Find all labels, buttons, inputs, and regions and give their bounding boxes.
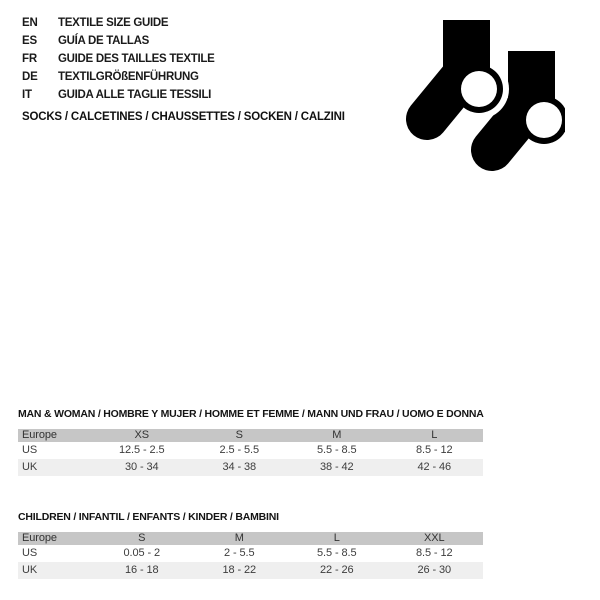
size-cell: 5.5 - 8.5: [317, 444, 357, 456]
column-header: M: [234, 532, 244, 544]
socks-icon: [405, 12, 565, 177]
size-cell: 30 - 34: [124, 461, 159, 473]
row-label: US: [22, 547, 38, 559]
language-row: [22, 32, 215, 50]
language-label: GUÍA DE TALLAS: [58, 35, 149, 47]
language-row: [22, 14, 215, 32]
size-cell: 2.5 - 5.5: [219, 444, 259, 456]
language-label: GUIDE DES TAILLES TEXTILE: [58, 53, 215, 65]
language-code: DE: [22, 71, 38, 83]
column-header: Europe: [22, 429, 57, 441]
table-title: CHILDREN / INFANTIL / ENFANTS / KINDER / BAMBINI: [18, 511, 279, 523]
column-header: S: [235, 429, 243, 441]
size-cell: 26 - 30: [417, 564, 452, 576]
language-row: [22, 86, 215, 104]
size-cell: 38 - 42: [319, 461, 354, 473]
size-cell: 8.5 - 12: [415, 444, 453, 456]
column-header: L: [333, 532, 340, 544]
column-header: L: [431, 429, 438, 441]
language-row: [22, 68, 215, 86]
language-label: TEXTILGRÖßENFÜHRUNG: [58, 71, 199, 83]
column-header: Europe: [22, 532, 57, 544]
table-title: MAN & WOMAN / HOMBRE Y MUJER / HOMME ET FEMME / MANN UND FRAU / UOMO E DONNA: [18, 408, 484, 420]
size-table-children: [18, 511, 483, 579]
column-header: XS: [134, 429, 149, 441]
table-row: [18, 442, 483, 459]
size-cell: 8.5 - 12: [415, 547, 453, 559]
column-header: XXL: [424, 532, 445, 544]
language-label: TEXTILE SIZE GUIDE: [58, 17, 169, 29]
table-header-row: [18, 532, 483, 545]
category-title: SOCKS / CALCETINES / CHAUSSETTES / SOCKEN / CALZINI: [22, 111, 345, 123]
size-cell: 2 - 5.5: [224, 547, 255, 559]
language-label: GUIDA ALLE TAGLIE TESSILI: [58, 89, 212, 101]
language-code: FR: [22, 53, 37, 65]
language-row: [22, 50, 215, 68]
table-header-row: [18, 429, 483, 442]
column-header: M: [332, 429, 342, 441]
language-list: [22, 14, 215, 104]
size-cell: 5.5 - 8.5: [317, 547, 357, 559]
row-label: UK: [22, 461, 38, 473]
table-row: [18, 459, 483, 476]
language-code: IT: [22, 89, 32, 101]
column-header: S: [138, 532, 146, 544]
size-table-man-woman: [18, 408, 483, 476]
table-row: [18, 545, 483, 562]
size-tables: [18, 408, 483, 579]
language-code: EN: [22, 17, 38, 29]
table-row: [18, 562, 483, 579]
size-cell: 22 - 26: [319, 564, 354, 576]
size-cell: 42 - 46: [417, 461, 452, 473]
row-label: UK: [22, 564, 38, 576]
language-code: ES: [22, 35, 37, 47]
size-cell: 34 - 38: [222, 461, 257, 473]
size-cell: 12.5 - 2.5: [119, 444, 165, 456]
row-label: US: [22, 444, 38, 456]
size-cell: 16 - 18: [124, 564, 159, 576]
size-cell: 18 - 22: [222, 564, 257, 576]
size-cell: 0.05 - 2: [123, 547, 160, 559]
